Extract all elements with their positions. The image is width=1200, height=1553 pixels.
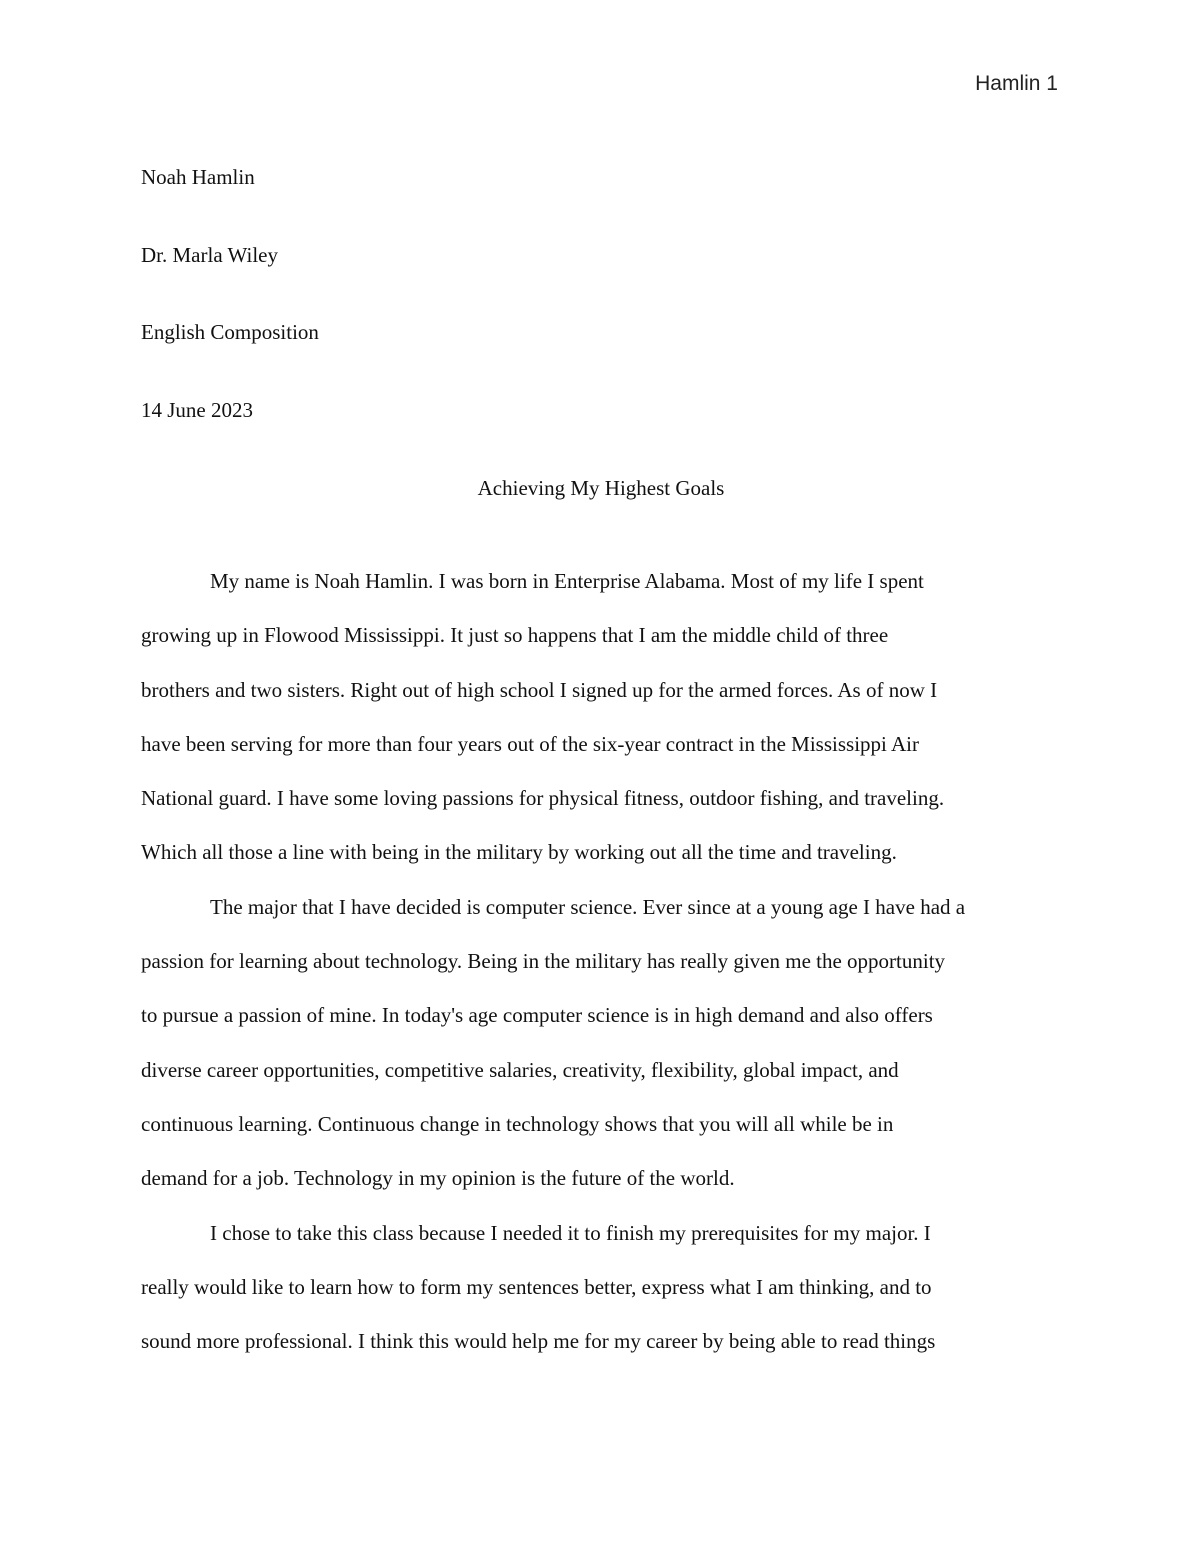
paragraph-line: really would like to learn how to form my sentences better, express what I am thinking, and to [141,1274,932,1299]
paragraph-line: sound more professional. I think this would help me for my career by being able to read things [141,1329,936,1354]
paragraph-line: to pursue a passion of mine. In today's age computer science is in high demand and also offers [141,1003,933,1028]
paragraph-line: National guard. I have some loving passions for physical fitness, outdoor fishing, and traveling. [141,786,945,811]
paragraph-line: have been serving for more than four years out of the six-year contract in the Mississippi Air [141,731,919,756]
paragraph-line: Which all those a line with being in the military by working out all the time and traveling. [141,840,897,865]
paragraph-line: continuous learning. Continuous change in technology shows that you will all while be in [141,1111,894,1136]
paragraph-line: demand for a job. Technology in my opinion is the future of the world. [141,1166,735,1191]
essay-title: Achieving My Highest Goals [477,476,725,500]
paragraph-line: diverse career opportunities, competitive salaries, creativity, flexibility, global impact, and [141,1057,899,1082]
paragraph-1 [141,554,1061,880]
paragraph-line: growing up in Flowood Mississippi. It just so happens that I am the middle child of three [141,623,889,648]
essay-body [141,554,1061,1368]
paragraph-line: brothers and two sisters. Right out of high school I signed up for the armed forces. As of now I [141,677,938,702]
instructor-name: Dr. Marla Wiley [141,242,278,267]
student-name: Noah Hamlin [141,165,255,189]
mla-heading [141,163,1061,473]
essay-date: 14 June 2023 [141,397,253,422]
running-head: Hamlin 1 [975,72,1058,95]
paragraph-2 [141,880,1061,1206]
course-name: English Composition [141,320,319,344]
paragraph-line: I chose to take this class because I needed it to finish my prerequisites for my major. I [210,1220,931,1245]
paragraph-3 [141,1206,1061,1369]
paragraph-line: My name is Noah Hamlin. I was born in Enterprise Alabama. Most of my life I spent [210,569,924,593]
paragraph-line: The major that I have decided is computer science. Ever since at a young age I have had a [210,894,966,919]
paragraph-line: passion for learning about technology. Being in the military has really given me the opportunity [141,949,946,974]
